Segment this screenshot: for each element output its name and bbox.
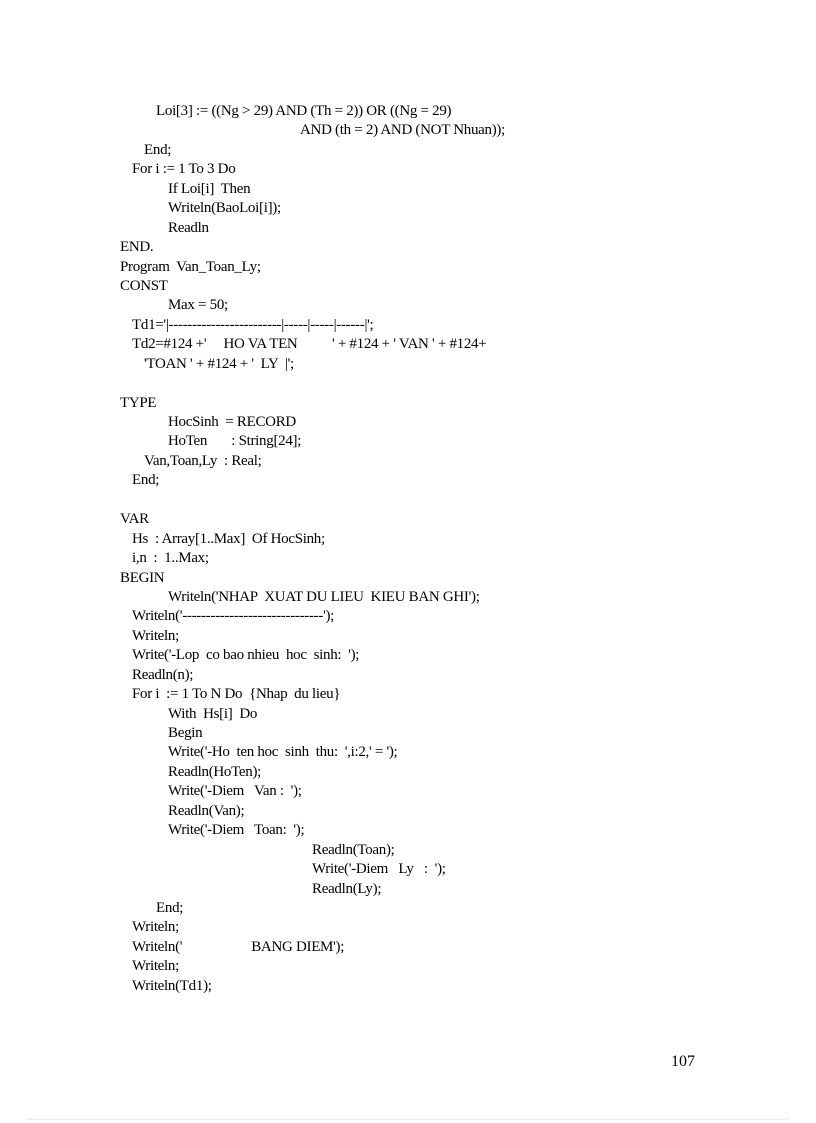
code-line-text: Writeln(' BANG DIEM'); [132, 938, 345, 955]
code-line [0, 646, 816, 665]
code-line [0, 743, 816, 762]
code-line [0, 569, 816, 588]
code-line-text: Write('-Diem Toan: '); [168, 822, 305, 839]
code-line-text: END. [120, 239, 154, 256]
code-line-text: Loi[3] := ((Ng > 29) AND (Th = 2)) OR ((Ng = 29) [156, 103, 452, 119]
code-line [0, 471, 816, 490]
code-line [0, 821, 816, 840]
code-line [0, 763, 816, 782]
code-line-text: HocSinh = RECORD [168, 414, 296, 430]
code-line [0, 141, 816, 160]
code-line [0, 160, 816, 179]
code-line [0, 782, 816, 801]
code-line-text: TYPE [120, 394, 157, 411]
code-line-text: Readln(Ly); [312, 880, 382, 897]
code-line [0, 977, 816, 996]
code-line [0, 607, 816, 626]
code-line-text: With Hs[i] Do [168, 705, 258, 722]
code-line-text: HoTen : String[24]; [168, 433, 302, 450]
code-line [0, 258, 816, 277]
code-line-text: Write('-Ho ten hoc sinh thu: ',i:2,' = '); [168, 744, 398, 761]
code-line-text: Write('-Diem Van : '); [168, 783, 302, 800]
code-line [0, 355, 816, 374]
code-line [0, 841, 816, 860]
code-line [0, 121, 816, 140]
code-line [0, 238, 816, 257]
code-line [0, 899, 816, 918]
code-line-text: Begin [168, 725, 203, 741]
code-line-text: Writeln(BaoLoi[i]); [168, 200, 281, 217]
code-line [0, 199, 816, 218]
code-line [0, 316, 816, 335]
code-line-text: Readln(HoTen); [168, 763, 262, 780]
code-line [0, 880, 816, 899]
code-line-text: 'TOAN ' + #124 + ' LY |'; [144, 355, 294, 372]
code-line [0, 588, 816, 607]
code-line [0, 860, 816, 879]
code-line-text: Readln [168, 219, 209, 236]
code-line [0, 666, 816, 685]
code-line [0, 374, 816, 393]
code-line-text: End; [144, 141, 172, 158]
code-line [0, 180, 816, 199]
code-line-text: Td1='|------------------------|-----|-----|------|'; [132, 316, 374, 333]
code-line [0, 394, 816, 413]
code-line-text: If Loi[i] Then [168, 180, 251, 197]
code-line-text: Write('-Diem Ly : '); [312, 861, 446, 878]
code-line-text: Readln(n); [132, 666, 194, 683]
code-line-text: i,n : 1..Max; [132, 550, 209, 567]
code-line [0, 510, 816, 529]
code-line-text: End; [156, 899, 184, 916]
code-line-text: End; [132, 472, 160, 489]
code-line [0, 530, 816, 549]
code-line-text: Td2=#124 +' HO VA TEN ' + #124 + ' VAN ' + #124+ [132, 336, 487, 353]
code-line [0, 685, 816, 704]
code-line [0, 219, 816, 238]
code-line [0, 918, 816, 937]
code-line-text: BEGIN [120, 569, 165, 586]
code-listing [0, 102, 816, 996]
code-line-text: Hs : Array[1..Max] Of HocSinh; [132, 530, 325, 547]
code-line [0, 277, 816, 296]
code-line [0, 102, 816, 121]
code-line [0, 724, 816, 743]
code-line-text: Max = 50; [168, 297, 228, 314]
code-line [0, 335, 816, 354]
code-line-text: For i := 1 To N Do {Nhap du lieu} [132, 686, 341, 703]
code-line-text: Writeln(Td1); [132, 977, 212, 994]
code-line-text: Writeln('------------------------------'); [132, 608, 335, 625]
code-line-text: Van,Toan,Ly : Real; [144, 452, 262, 469]
code-line-text: Writeln('NHAP XUAT DU LIEU KIEU BAN GHI'); [168, 588, 480, 605]
code-line [0, 705, 816, 724]
code-line-text: Writeln; [132, 958, 179, 975]
code-line [0, 938, 816, 957]
code-line [0, 413, 816, 432]
code-line-text: Readln(Toan); [312, 841, 395, 858]
code-line [0, 957, 816, 976]
code-line-text: CONST [120, 277, 168, 294]
code-line-text: Write('-Lop co bao nhieu hoc sinh: '); [132, 647, 360, 664]
code-line-text: Readln(Van); [168, 802, 245, 819]
page-number: 107 [671, 1053, 695, 1070]
code-line [0, 802, 816, 821]
code-line [0, 549, 816, 568]
code-line [0, 432, 816, 451]
code-line-text: VAR [120, 511, 149, 528]
code-line-text: Writeln; [132, 627, 179, 644]
code-line-text: Program Van_Toan_Ly; [120, 258, 261, 275]
page-bottom-rule [28, 1119, 788, 1120]
code-line [0, 452, 816, 471]
code-line [0, 491, 816, 510]
code-line-text: AND (th = 2) AND (NOT Nhuan)); [300, 122, 505, 139]
code-line-text: Writeln; [132, 919, 179, 936]
code-line [0, 627, 816, 646]
code-line-text: For i := 1 To 3 Do [132, 161, 236, 178]
code-line [0, 296, 816, 315]
